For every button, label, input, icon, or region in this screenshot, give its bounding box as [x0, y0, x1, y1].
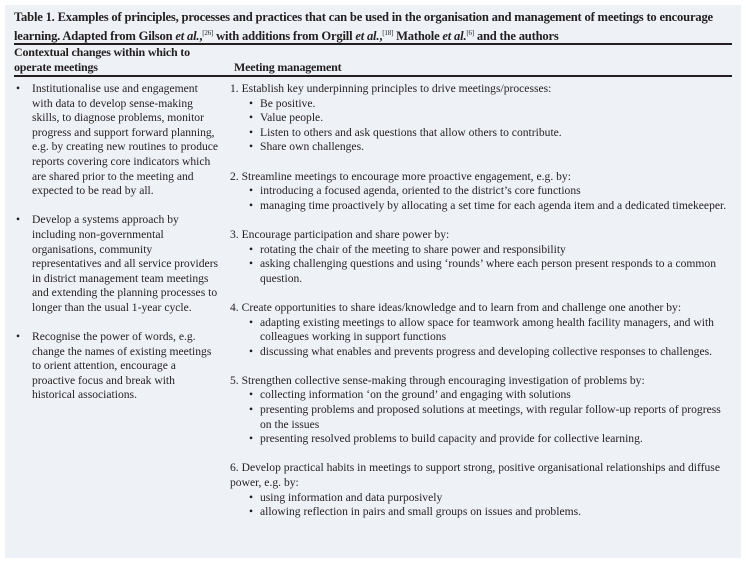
group-item: • allowing reflection in pairs and small groups on issues and problems.: [230, 505, 730, 520]
group-item: • presenting problems and proposed solutions at meetings, with regular follow-up reports of progress on the issues: [230, 403, 730, 432]
group-item: • asking challenging questions and using ‘rounds’ where each person present responds to a common question.: [230, 257, 730, 286]
context-item: • Institutionalise use and engagement with data to develop sense-making skills, to diagnose problems, monitor progress and support forward planning, e.g. by creating new routines to produce reports covering core indicators which are shared prior to the meeting and expected to be read by all.: [14, 82, 219, 199]
group-heading: 3. Encourage participation and share power by:: [230, 227, 450, 241]
meeting-management-list: [230, 78, 730, 534]
group-item: • Share own challenges.: [230, 140, 730, 155]
column-header-context: Contextual changes within which to operate meetings: [14, 45, 190, 74]
management-group: [230, 374, 730, 447]
context-list: [14, 78, 219, 418]
group-item: • adapting existing meetings to allow space for teamwork among health facility managers, and with colleagues working in support functions: [230, 316, 730, 345]
management-group: [230, 170, 730, 214]
management-group: [230, 461, 730, 519]
group-item: • using information and data purposively: [230, 491, 730, 506]
group-item: • presenting resolved problems to build capacity and provide for collective learning.: [230, 432, 730, 447]
group-item: • Value people.: [230, 111, 730, 126]
table-caption: Table 1. Examples of principles, processes and practices that can be used in the organisation and management of meetings to encourage learning. Adapted from Gilson et al.,[26] with additions from Orgill et al.,[18] Mathole et al.[6] and the authors: [14, 10, 713, 44]
group-heading: 6. Develop practical habits in meetings to support strong, positive organisational relationships and diffuse power, e.g. by:: [230, 461, 720, 490]
management-group: [230, 301, 730, 359]
group-heading: 1. Establish key underpinning principles to drive meetings/processes:: [230, 82, 552, 95]
group-item: • introducing a focused agenda, oriented to the district’s core functions: [230, 184, 730, 199]
group-item: • Be positive.: [230, 97, 730, 112]
group-heading: 5. Strengthen collective sense-making through encouraging investigation of problems by:: [230, 373, 645, 387]
header-rule: [14, 75, 732, 77]
context-item: • Develop a systems approach by including non-governmental organisations, community representatives and all service providers in district management team meetings and extending the planning processes to longer than the usual 1-year cycle.: [14, 213, 219, 315]
group-item: • managing time proactively by allocating a set time for each agenda item and a dedicated timekeeper.: [230, 199, 730, 214]
column-header-meeting-management: Meeting management: [234, 60, 342, 74]
group-heading: 2. Streamline meetings to encourage more proactive engagement, e.g. by:: [230, 169, 571, 183]
management-group: [230, 82, 730, 155]
group-heading: 4. Create opportunities to share ideas/knowledge and to learn from and challenge one another by:: [230, 300, 682, 314]
group-item: • Listen to others and ask questions that allow others to contribute.: [230, 126, 730, 141]
management-group: [230, 228, 730, 286]
group-item: • collecting information ‘on the ground’ and engaging with solutions: [230, 388, 730, 403]
context-item: • Recognise the power of words, e.g. change the names of existing meetings to orient attention, encourage a proactive focus and break with historical associations.: [14, 330, 219, 403]
group-item: • discussing what enables and prevents progress and developing collective responses to challenges.: [230, 345, 730, 360]
group-item: • rotating the chair of the meeting to share power and responsibility: [230, 243, 730, 258]
